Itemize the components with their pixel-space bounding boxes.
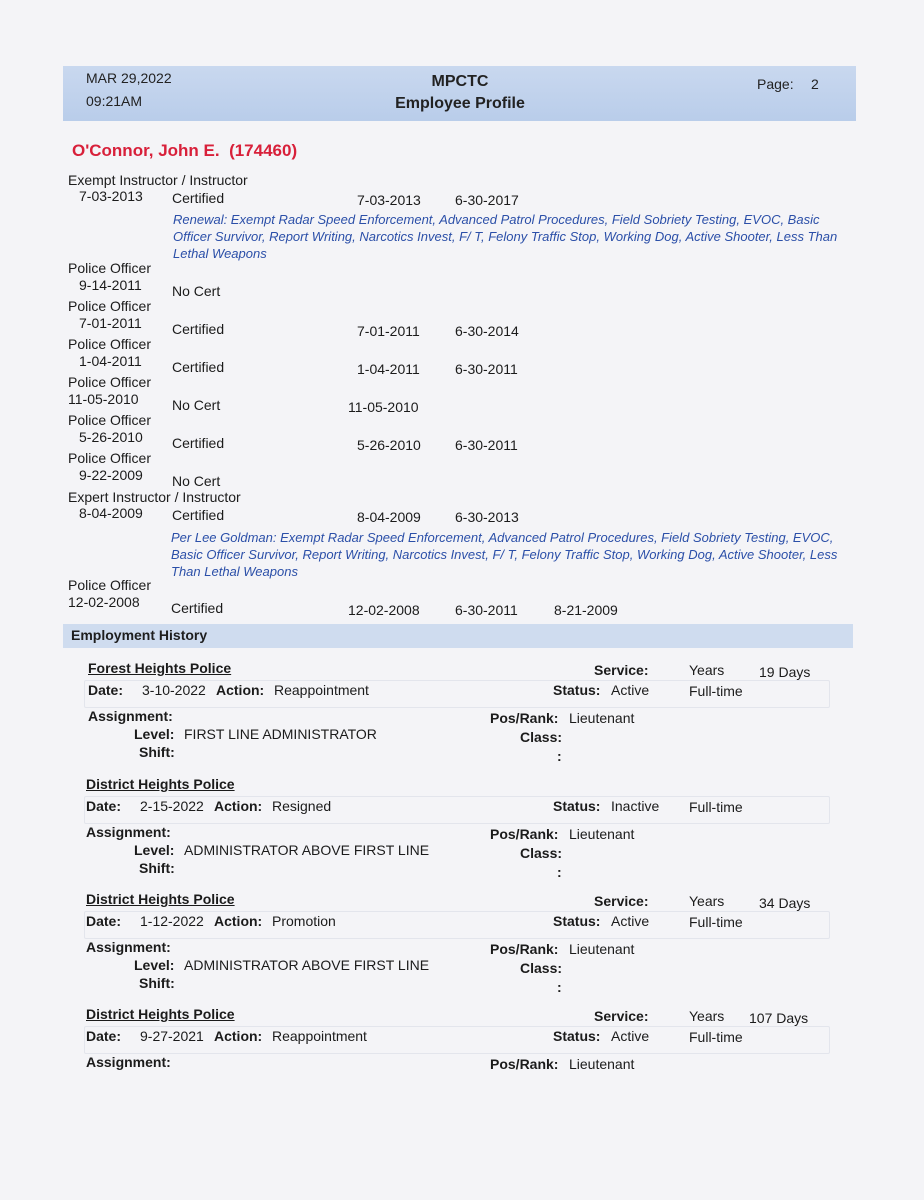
- cert-title: Police Officer: [68, 260, 151, 276]
- cert-title: Police Officer: [68, 450, 151, 466]
- cert-date: 7-01-2011: [79, 315, 142, 331]
- report-org: MPCTC: [431, 73, 489, 90]
- employment-type: Full-time: [689, 799, 743, 815]
- pos-rank-label: Pos/Rank:: [490, 941, 559, 957]
- cert-date: 11-05-2010: [68, 391, 139, 407]
- employee-name: [72, 141, 297, 161]
- employment-status: Active: [611, 913, 650, 929]
- cert-end-date: 6-30-2013: [455, 509, 519, 525]
- assignment-label: Assignment:: [86, 824, 171, 840]
- cert-end-date: 6-30-2017: [455, 192, 519, 208]
- employment-action: Reappointment: [272, 1028, 367, 1044]
- assignment-label: Assignment:: [86, 1054, 171, 1070]
- cert-end-date: 6-30-2014: [455, 323, 519, 339]
- employment-status: Active: [611, 1028, 650, 1044]
- employment-date: 9-27-2021: [140, 1028, 204, 1044]
- employment-date: 1-12-2022: [140, 913, 204, 929]
- cert-status: Certified: [172, 507, 225, 523]
- employment-type: Full-time: [689, 1029, 743, 1045]
- cert-end-date: 6-30-2011: [455, 361, 518, 377]
- status-label: Status:: [553, 1028, 601, 1044]
- date-label: Date:: [86, 1028, 122, 1044]
- cert-start-date: 1-04-2011: [357, 361, 420, 377]
- level-value: FIRST LINE ADMINISTRATOR: [184, 726, 377, 742]
- employment-status: Active: [611, 682, 650, 698]
- cert-end-date: 6-30-2011: [455, 602, 518, 618]
- employment-date: 3-10-2022: [142, 682, 206, 698]
- cert-date: 7-03-2013: [79, 188, 143, 204]
- cert-extra-date: 8-21-2009: [554, 602, 618, 618]
- class-label: Class:: [520, 729, 563, 745]
- service-label: Service:: [594, 1008, 649, 1024]
- shift-label: Shift:: [139, 860, 175, 876]
- class-colon: :: [557, 979, 562, 995]
- service-label: Service:: [594, 893, 649, 909]
- level-label: Level:: [134, 842, 175, 858]
- employment-type: Full-time: [689, 914, 743, 930]
- cert-end-date: 6-30-2011: [455, 437, 518, 453]
- cert-status: Certified: [172, 359, 225, 375]
- status-label: Status:: [553, 798, 601, 814]
- service-years: Years: [689, 1008, 725, 1024]
- employee-name-text: O'Connor, John E.: [72, 141, 220, 160]
- service-days: 19 Days: [759, 664, 811, 680]
- pos-rank-label: Pos/Rank:: [490, 826, 559, 842]
- date-label: Date:: [88, 682, 124, 698]
- report-title: Employee Profile: [395, 95, 525, 112]
- cert-start-date: 8-04-2009: [357, 509, 421, 525]
- cert-date: 5-26-2010: [79, 429, 143, 445]
- employer-name: Forest Heights Police: [88, 660, 232, 676]
- employer-name: District Heights Police: [86, 891, 235, 907]
- shift-label: Shift:: [139, 975, 175, 991]
- cert-note: Renewal: Exempt Radar Speed Enforcement, Advanced Patrol Procedures, Field Sobriety Testing, EVOC, Basic Officer Survivor, Report Writing, Narcotics Invest, F/ T, Felony Traffic Stop, Working Dog, Active Shooter, Less Than Lethal Weapons: [173, 212, 838, 261]
- cert-title: Police Officer: [68, 298, 151, 314]
- pos-rank-value: Lieutenant: [569, 826, 635, 842]
- class-label: Class:: [520, 845, 563, 861]
- assignment-label: Assignment:: [88, 708, 173, 724]
- class-colon: :: [557, 864, 562, 880]
- cert-note: Per Lee Goldman: Exempt Radar Speed Enforcement, Advanced Patrol Procedures, Field Sobriety Testing, EVOC, Basic Officer Survivor, Report Writing, Narcotics Invest, F/ T, Felony Traffic Stop, Working Dog, Active Shooter, Less Than Lethal Weapons: [171, 530, 838, 579]
- employment-action: Promotion: [272, 913, 336, 929]
- action-label: Action:: [216, 682, 265, 698]
- report-date: MAR 29,2022: [86, 70, 172, 86]
- cert-start-date: 5-26-2010: [357, 437, 421, 453]
- cert-title: Exempt Instructor / Instructor: [68, 172, 248, 188]
- service-label: Service:: [594, 662, 649, 678]
- cert-title: Expert Instructor / Instructor: [68, 489, 241, 505]
- service-days: 107 Days: [749, 1010, 809, 1026]
- pos-rank-label: Pos/Rank:: [490, 1056, 559, 1072]
- date-label: Date:: [86, 913, 122, 929]
- employment-history-title: Employment History: [71, 627, 208, 643]
- class-colon: :: [557, 748, 562, 764]
- status-label: Status:: [553, 682, 601, 698]
- employment-action: Resigned: [272, 798, 332, 814]
- cert-title: Police Officer: [68, 336, 151, 352]
- cert-status: No Cert: [172, 283, 221, 299]
- level-value: ADMINISTRATOR ABOVE FIRST LINE: [184, 957, 430, 973]
- assignment-label: Assignment:: [86, 939, 171, 955]
- cert-date: 1-04-2011: [79, 353, 142, 369]
- cert-status: No Cert: [172, 473, 221, 489]
- action-label: Action:: [214, 798, 263, 814]
- service-days: 34 Days: [759, 895, 811, 911]
- cert-status: Certified: [172, 321, 225, 337]
- pos-rank-label: Pos/Rank:: [490, 710, 559, 726]
- employment-type: Full-time: [689, 683, 743, 699]
- employment-date: 2-15-2022: [140, 798, 204, 814]
- shift-label: Shift:: [139, 744, 175, 760]
- service-years: Years: [689, 893, 725, 909]
- page-number: 2: [811, 76, 819, 92]
- employment-status: Inactive: [611, 798, 660, 814]
- cert-date: 9-22-2009: [79, 467, 143, 483]
- employment-action: Reappointment: [274, 682, 369, 698]
- pos-rank-value: Lieutenant: [569, 1056, 635, 1072]
- level-label: Level:: [134, 957, 175, 973]
- employer-name: District Heights Police: [86, 776, 235, 792]
- cert-start-date: 11-05-2010: [348, 399, 419, 415]
- cert-date: 9-14-2011: [79, 277, 142, 293]
- class-label: Class:: [520, 960, 563, 976]
- cert-title: Police Officer: [68, 412, 151, 428]
- cert-status: Certified: [172, 190, 225, 206]
- level-value: ADMINISTRATOR ABOVE FIRST LINE: [184, 842, 430, 858]
- action-label: Action:: [214, 1028, 263, 1044]
- cert-status: No Cert: [172, 397, 221, 413]
- level-label: Level:: [134, 726, 175, 742]
- cert-status: Certified: [172, 435, 225, 451]
- cert-date: 8-04-2009: [79, 505, 143, 521]
- cert-date: 12-02-2008: [68, 594, 140, 610]
- service-years: Years: [689, 662, 725, 678]
- pos-rank-value: Lieutenant: [569, 710, 635, 726]
- date-label: Date:: [86, 798, 122, 814]
- cert-title: Police Officer: [68, 577, 151, 593]
- cert-start-date: 7-01-2011: [357, 323, 420, 339]
- cert-title: Police Officer: [68, 374, 151, 390]
- report-time: 09:21AM: [86, 93, 143, 109]
- page-label: Page:: [757, 76, 794, 92]
- pos-rank-value: Lieutenant: [569, 941, 635, 957]
- employer-name: District Heights Police: [86, 1006, 235, 1022]
- action-label: Action:: [214, 913, 263, 929]
- status-label: Status:: [553, 913, 601, 929]
- cert-start-date: 12-02-2008: [348, 602, 420, 618]
- cert-start-date: 7-03-2013: [357, 192, 421, 208]
- employee-id: (174460): [229, 141, 298, 160]
- cert-status: Certified: [171, 600, 224, 616]
